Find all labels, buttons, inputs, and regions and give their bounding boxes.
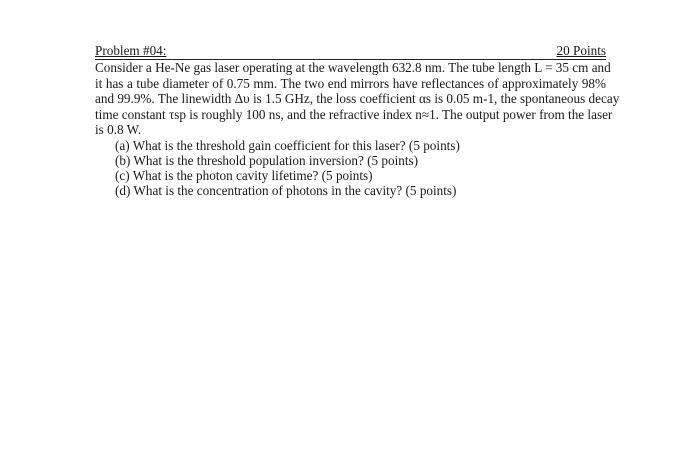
problem-text-line: Consider a He-Ne gas laser operating at the wavelength 632.8 nm. The tube length L = 35 cm and: [95, 60, 611, 75]
problem-document: [95, 43, 620, 199]
problem-points: 20 Points: [556, 43, 606, 58]
question-b: (b) What is the threshold population inversion? (5 points): [115, 152, 419, 168]
problem-text-line: and 99.9%. The linewidth Δυ is 1.5 GHz, the loss coefficient αs is 0.05 m-1, the spontaneous decay: [95, 91, 620, 106]
problem-text-line: it has a tube diameter of 0.75 mm. The two end mirrors have reflectances of approximately 98%: [95, 75, 606, 91]
problem-title: Problem #04:: [95, 43, 167, 58]
problem-text-line: time constant τsp is roughly 100 ns, and the refractive index n≈1. The output power from the laser: [95, 106, 613, 122]
problem-text-line: is 0.8 W.: [95, 122, 142, 137]
question-a: (a) What is the threshold gain coefficient for this laser? (5 points): [115, 137, 460, 153]
question-c: (c) What is the photon cavity lifetime? (5 points): [115, 168, 373, 184]
question-d: (d) What is the concentration of photons in the cavity? (5 points): [115, 183, 457, 199]
problem-header: [95, 44, 606, 60]
